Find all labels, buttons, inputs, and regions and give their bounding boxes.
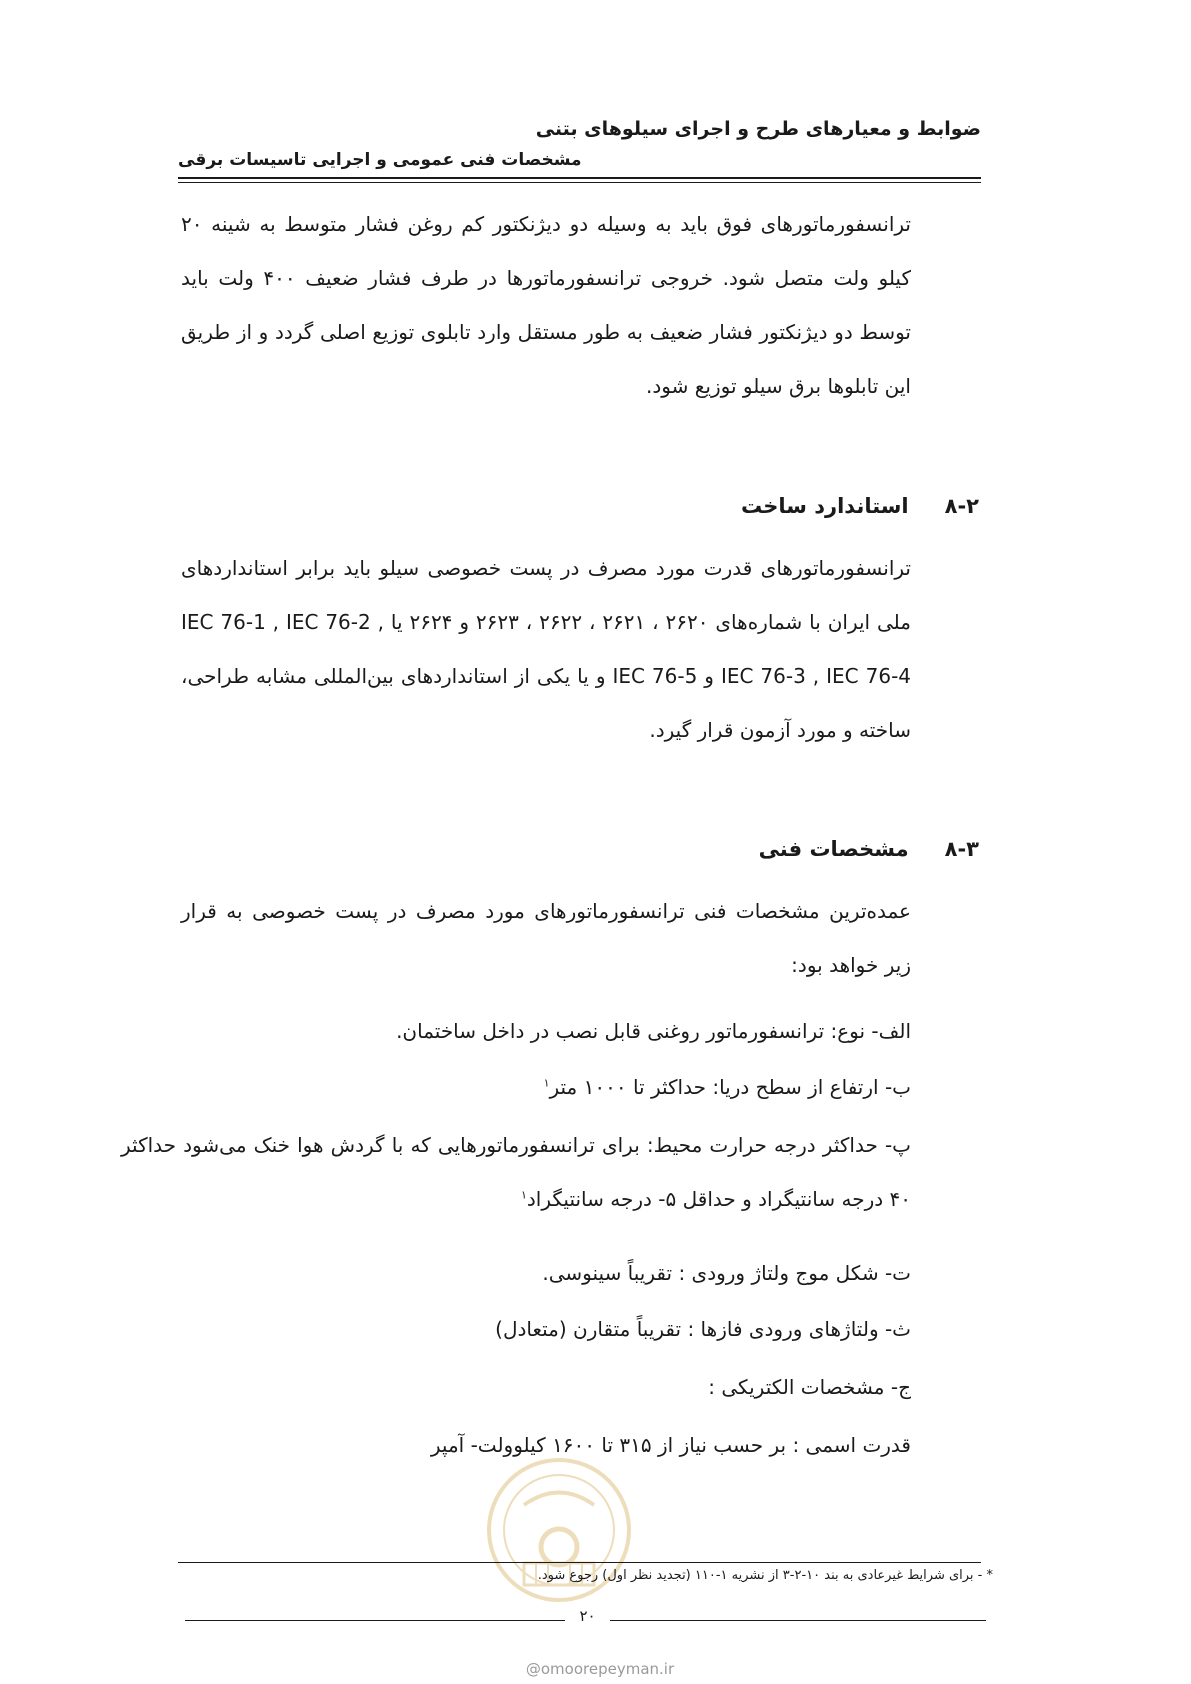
spec-item-electrical — [151, 1360, 911, 1414]
spec-item-text: ب- ارتفاع از سطح دریا: حداکثر تا ۱۰۰۰ متر — [549, 1075, 911, 1099]
spec-item-text: ج- مشخصات الکتریکی : — [708, 1375, 911, 1399]
section-title: استاندارد ساخت — [741, 494, 909, 518]
intro-paragraph: ترانسفورماتورهای فوق باید به وسیله دو دیژنکتور کم روغن فشار متوسط به شینه ۲۰ کیلو ولت متصل شود. خروجی ترانسفورماتورها در طرف فشار ضعیف ۴۰۰ ولت باید توسط دو دیژنکتور فشار ضعیف به طور مستقل وارد تابلوی توزیع اصلی گردد و از طریق این تابلوها برق سیلو توزیع شود. — [181, 212, 911, 398]
section-heading-specs — [479, 837, 979, 861]
bottom-rule-left — [185, 1620, 565, 1621]
spec-item-waveform — [151, 1246, 911, 1300]
spec-item-phase-voltages — [151, 1302, 911, 1356]
section-body-specs: عمده‌ترین مشخصات فنی ترانسفورماتورهای مورد مصرف در پست خصوصی به قرار زیر خواهد بود: — [181, 899, 911, 977]
spec-item-text: پ- حداکثر درجه حرارت محیط: برای ترانسفورماتورهایی که با گردش هوا خنک می‌شود حداکثر ۴۰ درجه سانتیگراد و حداقل ۵- درجه سانتیگراد — [121, 1133, 911, 1211]
page-header-title: ضوابط و معیارهای طرح و اجرای سیلوهای بتنی — [535, 118, 981, 140]
section-body-standard: ترانسفورماتورهای قدرت مورد مصرف در پست خصوصی سیلو باید برابر استانداردهای ملی ایران با شماره‌های ۲۶۲۰ ، ۲۶۲۱ ، ۲۶۲۲ ، ۲۶۲۳ و ۲۶۲۴ یا IEC 76-1 , IEC 76-2 , IEC 76-3 , IEC 76-4 و IEC 76-5 و یا یکی از استانداردهای بین‌المللی مشابه طراحی، ساخته و مورد آزمون قرار گیرد. — [181, 556, 912, 742]
spec-item-text: ث- ولتاژهای ورودی فازها : تقریباً متقارن (متعادل) — [495, 1317, 911, 1341]
section-number: ۸-۲ — [944, 494, 979, 518]
spec-item-text: قدرت اسمی : بر حسب نیاز از ۳۱۵ تا ۱۶۰۰ کیلوولت- آمپر — [430, 1433, 911, 1457]
footnote: * - برای شرایط غیرعادی به بند ۱۰-۲-۳ از نشریه ۱-۱۱۰ (تجدید نظر اول) رجوع شود. — [537, 1568, 993, 1583]
footnote-mark: ۱ — [520, 1188, 527, 1202]
page-header-subtitle: مشخصات فنی عمومی و اجرایی تاسیسات برقی — [178, 150, 582, 170]
section-title: مشخصات فنی — [758, 837, 909, 861]
section-number: ۸-۳ — [944, 837, 979, 861]
bottom-rule-right — [610, 1620, 986, 1621]
spec-item-altitude — [151, 1060, 911, 1114]
spec-item-type — [151, 1004, 911, 1058]
footnote-mark: ۱ — [543, 1076, 550, 1090]
section-heading-standard — [479, 494, 979, 518]
spec-item-text: الف- نوع: ترانسفورماتور روغنی قابل نصب در داخل ساختمان. — [396, 1019, 911, 1043]
header-rule-thick — [178, 177, 981, 179]
watermark-site-text: @omoorepeyman.ir — [525, 1660, 675, 1678]
spec-item-temperature — [121, 1118, 911, 1226]
header-rule-thin — [178, 182, 981, 183]
page-number: ۲۰ — [579, 1607, 596, 1625]
spec-item-text: ت- شکل موج ولتاژ ورودی : تقریباً سینوسی. — [542, 1261, 911, 1285]
footnote-rule — [178, 1562, 981, 1563]
